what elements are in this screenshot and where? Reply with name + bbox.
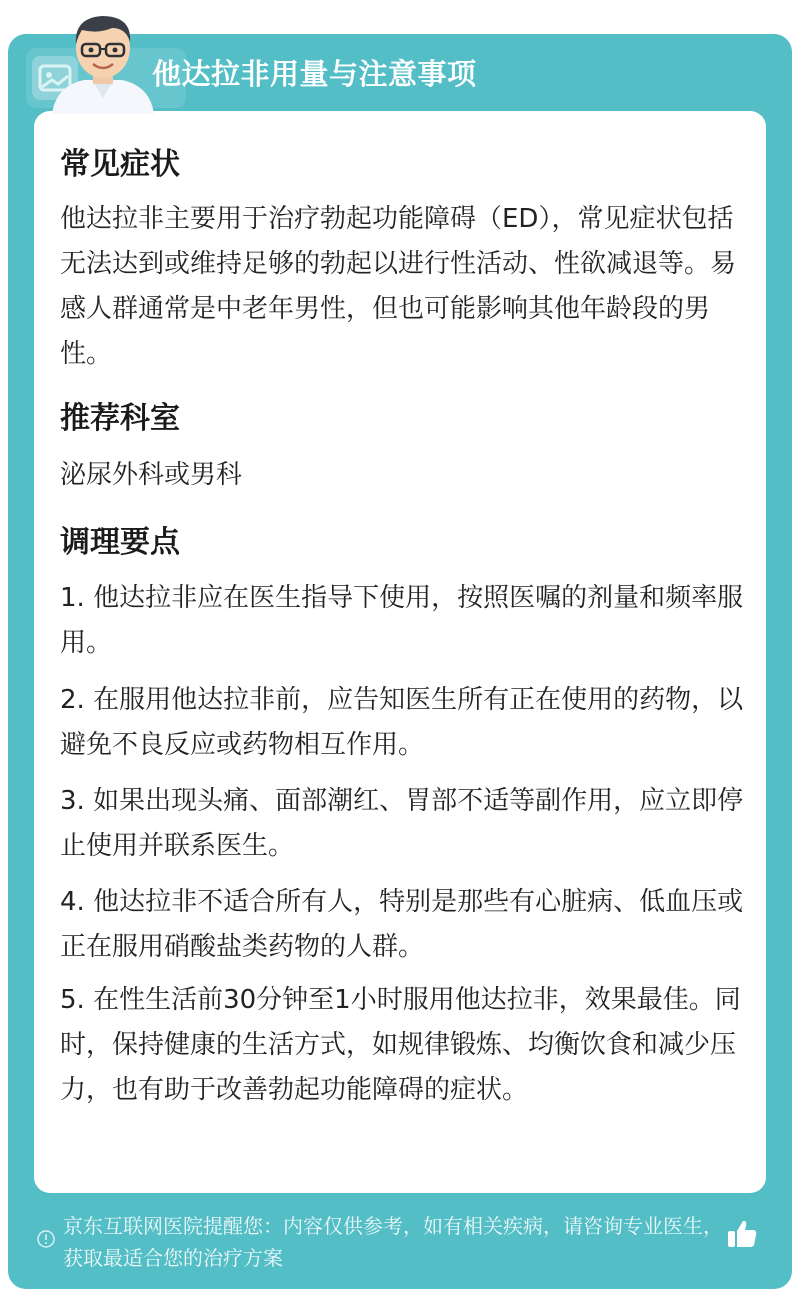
page-title: 他达拉非用量与注意事项	[152, 57, 477, 91]
thumbs-up-icon[interactable]	[724, 1216, 760, 1252]
content-card	[34, 111, 766, 1193]
disclaimer-text: 京东互联网医院提醒您：内容仅供参考，如有相关疾病，请咨询专业医生，获取最适合您的治疗方案	[63, 1214, 723, 1270]
footer	[8, 1196, 792, 1289]
section-title-symptoms: 常见症状	[60, 147, 180, 182]
care-item-2: 2. 在服用他达拉非前，应告知医生所有正在使用的药物，以避免不良反应或药物相互作用。	[60, 685, 744, 760]
care-item-1: 1. 他达拉非应在医生指导下使用，按照医嘱的剂量和频率服用。	[60, 583, 744, 658]
care-item-5: 5. 在性生活前30分钟至1小时服用他达拉非，效果最佳。同时，保持健康的生活方式，如规律锻炼、均衡饮食和减少压力，也有助于改善勃起功能障碍的症状。	[60, 985, 741, 1105]
department-text: 泌尿外科或男科	[60, 460, 243, 490]
info-icon	[37, 1230, 55, 1248]
care-item-3: 3. 如果出现头痛、面部潮红、胃部不适等副作用，应立即停止使用并联系医生。	[60, 786, 744, 861]
section-title-care: 调理要点	[60, 525, 180, 560]
care-item-4: 4. 他达拉非不适合所有人，特别是那些有心脏病、低血压或正在服用硝酸盐类药物的人群。	[60, 887, 744, 962]
section-title-department: 推荐科室	[60, 401, 180, 436]
symptoms-text: 他达拉非主要用于治疗勃起功能障碍（ED），常见症状包括无法达到或维持足够的勃起以进行性活动、性欲减退等。易感人群通常是中老年男性，但也可能影响其他年龄段的男性。	[60, 204, 737, 369]
doctor-avatar	[46, 6, 160, 114]
